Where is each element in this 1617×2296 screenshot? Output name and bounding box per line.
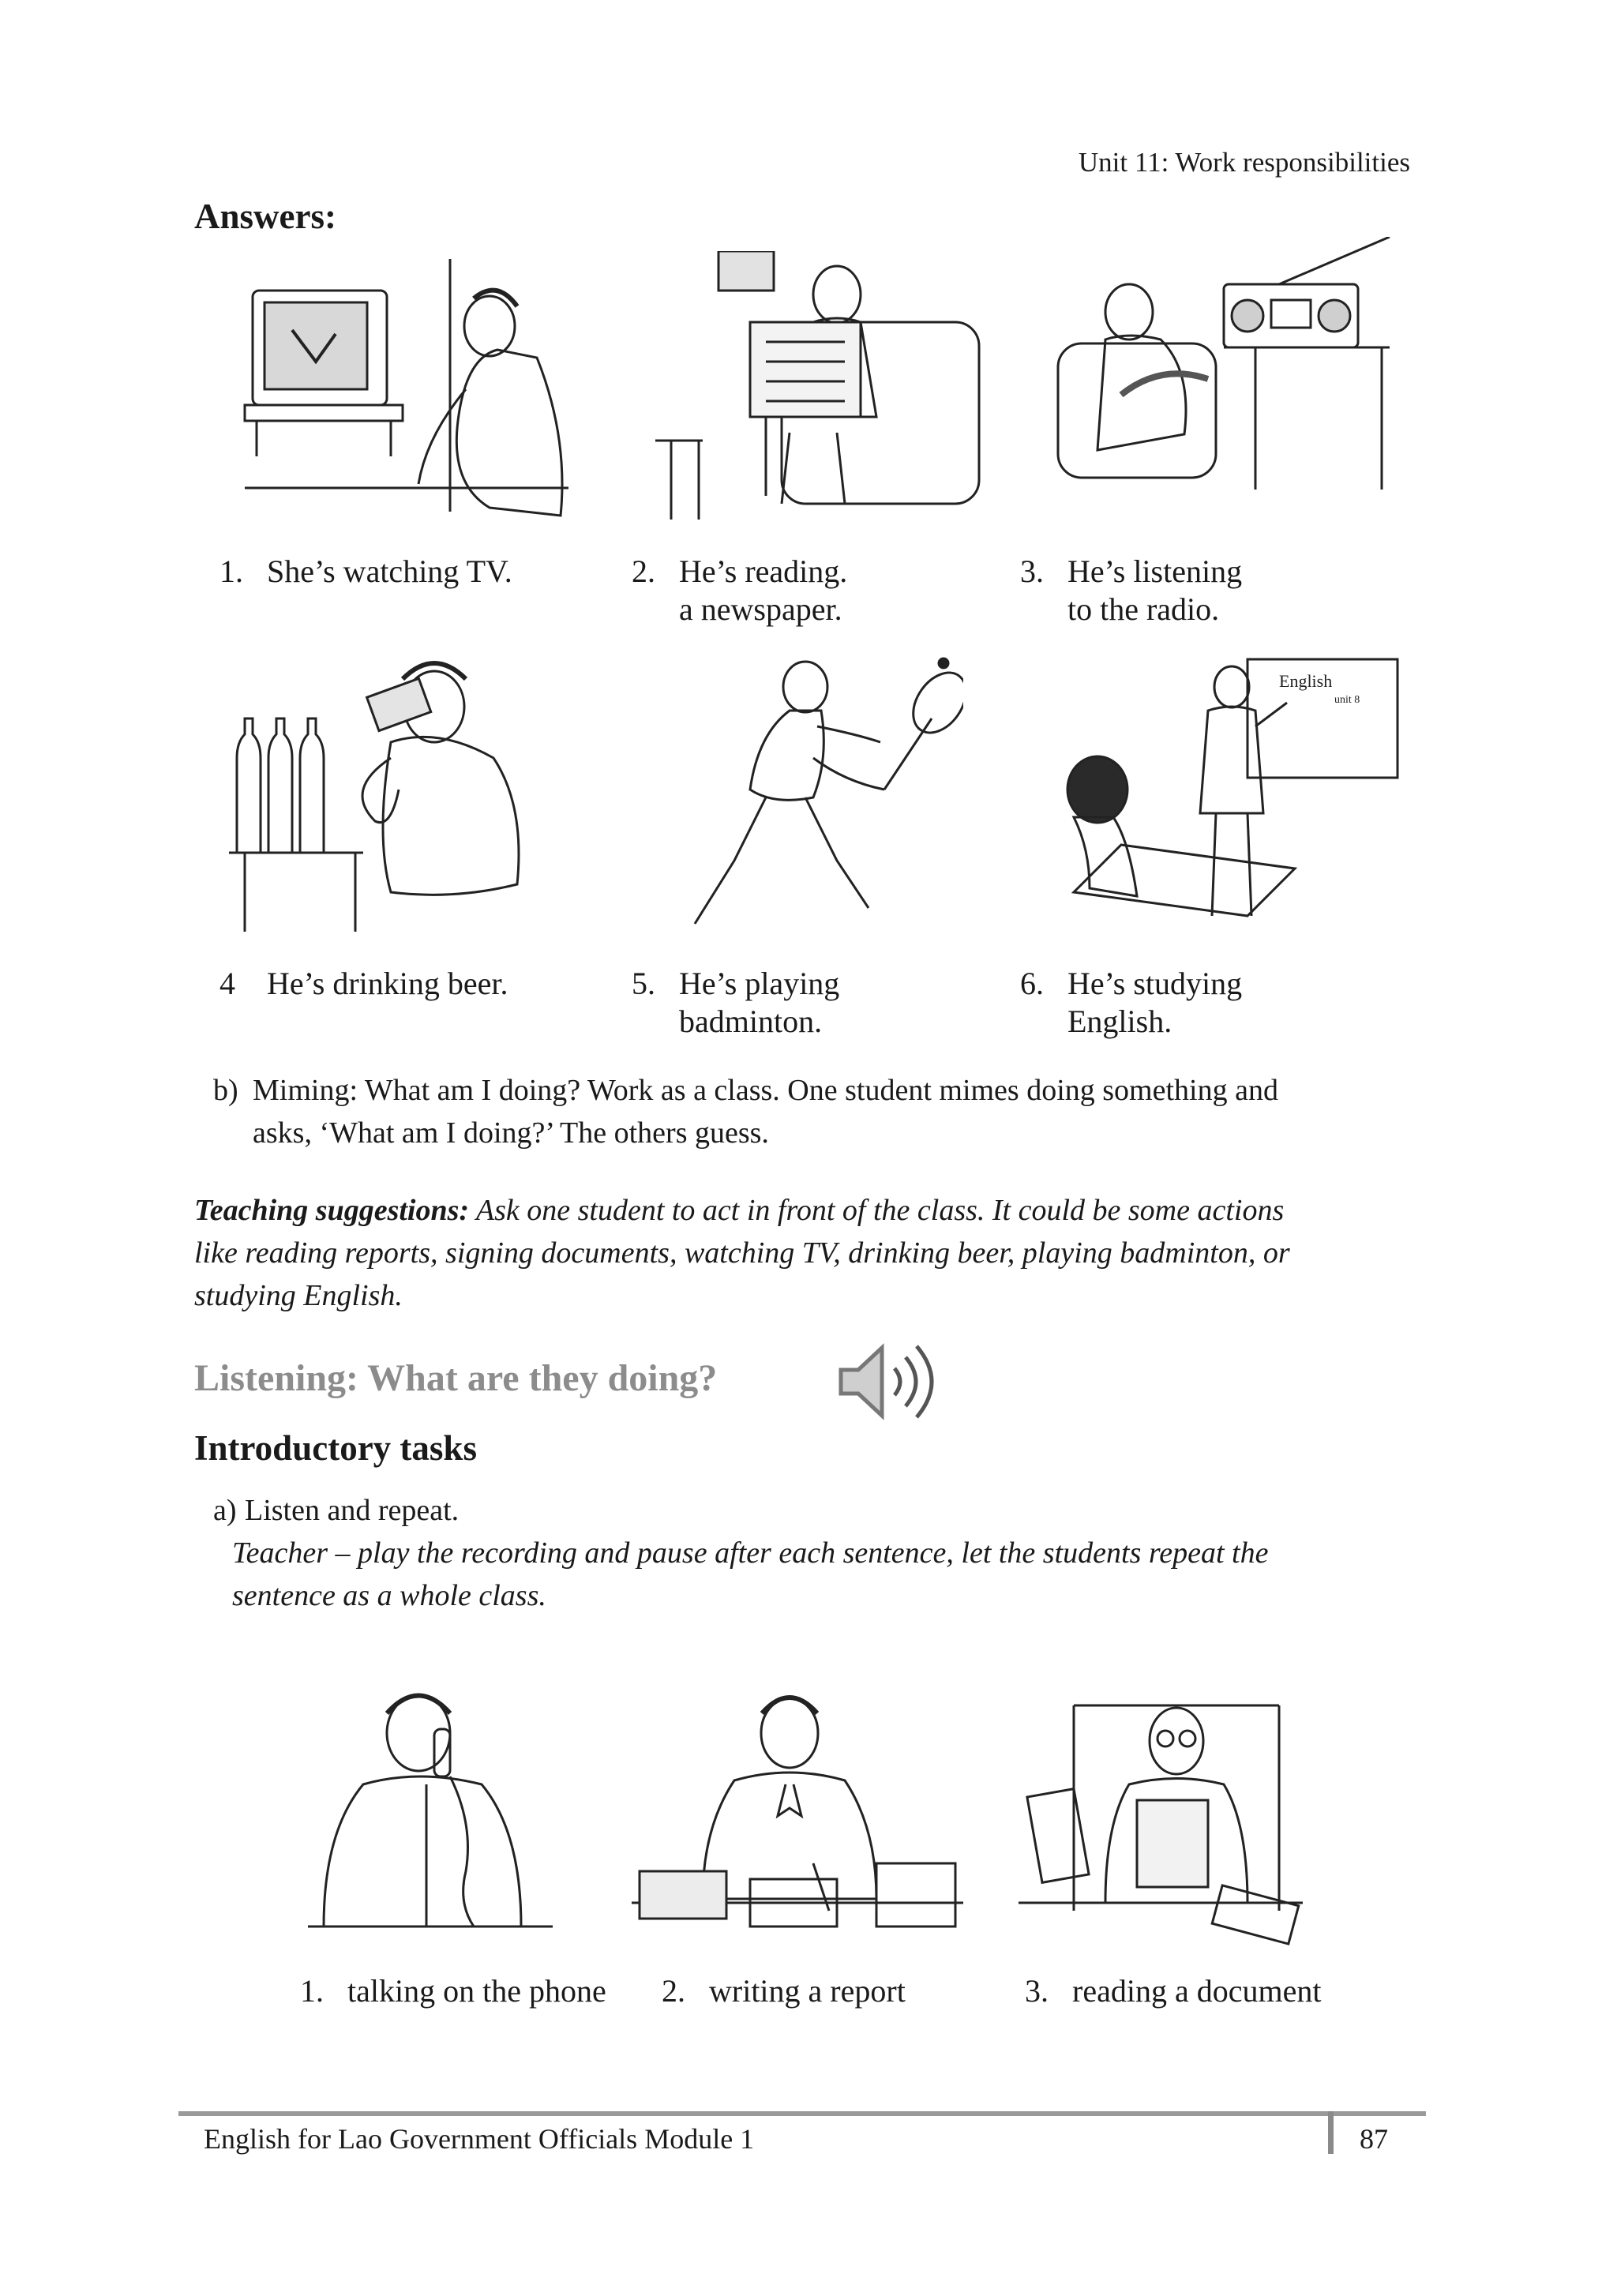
- listening-title: Listening: What are they doing?: [194, 1357, 718, 1399]
- teacher-line-2: sentence as a whole class.: [232, 1579, 546, 1612]
- answer-4-number: 4: [219, 966, 235, 1001]
- task-3-text: reading a document: [1072, 1973, 1322, 2009]
- illustration-reading-newspaper: [655, 251, 987, 523]
- teaching-line-1: [194, 1189, 1284, 1232]
- task-2-text: writing a report: [709, 1973, 906, 2009]
- intro-title: Introductory tasks: [194, 1428, 477, 1468]
- illustration-watching-tv: [237, 251, 576, 523]
- answer-4-text: He’s drinking beer.: [267, 966, 508, 1001]
- illustration-studying-english: [1050, 655, 1405, 936]
- task-3-number: 3.: [1025, 1973, 1049, 2009]
- board-word: English: [1279, 671, 1333, 691]
- footer-divider: [1328, 2111, 1334, 2154]
- answer-3-number: 3.: [1020, 553, 1044, 589]
- unit-header: Unit 11: Work responsibilities: [1078, 147, 1410, 178]
- page-number: 87: [1360, 2123, 1388, 2155]
- answer-3-text-line2: to the radio.: [1067, 591, 1220, 627]
- intro-instruction: Listen and repeat.: [245, 1494, 460, 1527]
- teaching-label: Teaching suggestions:: [194, 1194, 470, 1227]
- answer-3-text-line1: He’s listening: [1067, 553, 1243, 589]
- task-1-number: 1.: [300, 1973, 324, 2009]
- miming-line-1: Miming: What am I doing? Work as a class. One student mimes doing something and: [253, 1074, 1278, 1107]
- intro-label: a): [213, 1494, 237, 1527]
- footer-title: English for Lao Government Officials Module 1: [204, 2123, 755, 2155]
- illustration-reading-document: [1011, 1690, 1311, 1946]
- speaker-icon[interactable]: [833, 1338, 936, 1425]
- answer-6-text-line2: English.: [1067, 1004, 1172, 1039]
- illustration-drinking-beer: [221, 655, 545, 936]
- answer-2-number: 2.: [632, 553, 655, 589]
- teaching-line-3: studying English.: [194, 1279, 403, 1312]
- teaching-line-2: like reading reports, signing documents, watching TV, drinking beer, playing badminton, or: [194, 1236, 1290, 1270]
- teacher-line-1: Teacher – play the recording and pause after each sentence, let the students repeat the: [232, 1536, 1269, 1570]
- answer-6-number: 6.: [1020, 966, 1044, 1001]
- teaching-text-1: Ask one student to act in front of the class. It could be some actions: [469, 1194, 1285, 1227]
- board-subtitle: unit 8: [1334, 694, 1360, 706]
- task-1-text: talking on the phone: [347, 1973, 606, 2009]
- task-2-number: 2.: [662, 1973, 685, 2009]
- answers-title: Answers:: [194, 197, 336, 236]
- answer-2-text-line2: a newspaper.: [679, 591, 842, 627]
- miming-label: b): [213, 1074, 238, 1107]
- answer-1-number: 1.: [219, 553, 243, 589]
- answer-5-text-line2: badminton.: [679, 1004, 823, 1039]
- illustration-writing-report: [632, 1690, 963, 1946]
- answer-5-number: 5.: [632, 966, 655, 1001]
- illustration-talking-on-phone: [292, 1690, 561, 1946]
- answer-5-text-line1: He’s playing: [679, 966, 840, 1001]
- miming-line-2: asks, ‘What am I doing?’ The others guess.: [253, 1116, 769, 1150]
- answer-1-text: She’s watching TV.: [267, 553, 512, 589]
- footer-rule: [178, 2111, 1426, 2116]
- illustration-playing-badminton: [647, 655, 963, 936]
- answer-6-text-line1: He’s studying: [1067, 966, 1243, 1001]
- illustration-listening-radio: [1050, 237, 1398, 497]
- answer-2-text-line1: He’s reading.: [679, 553, 848, 589]
